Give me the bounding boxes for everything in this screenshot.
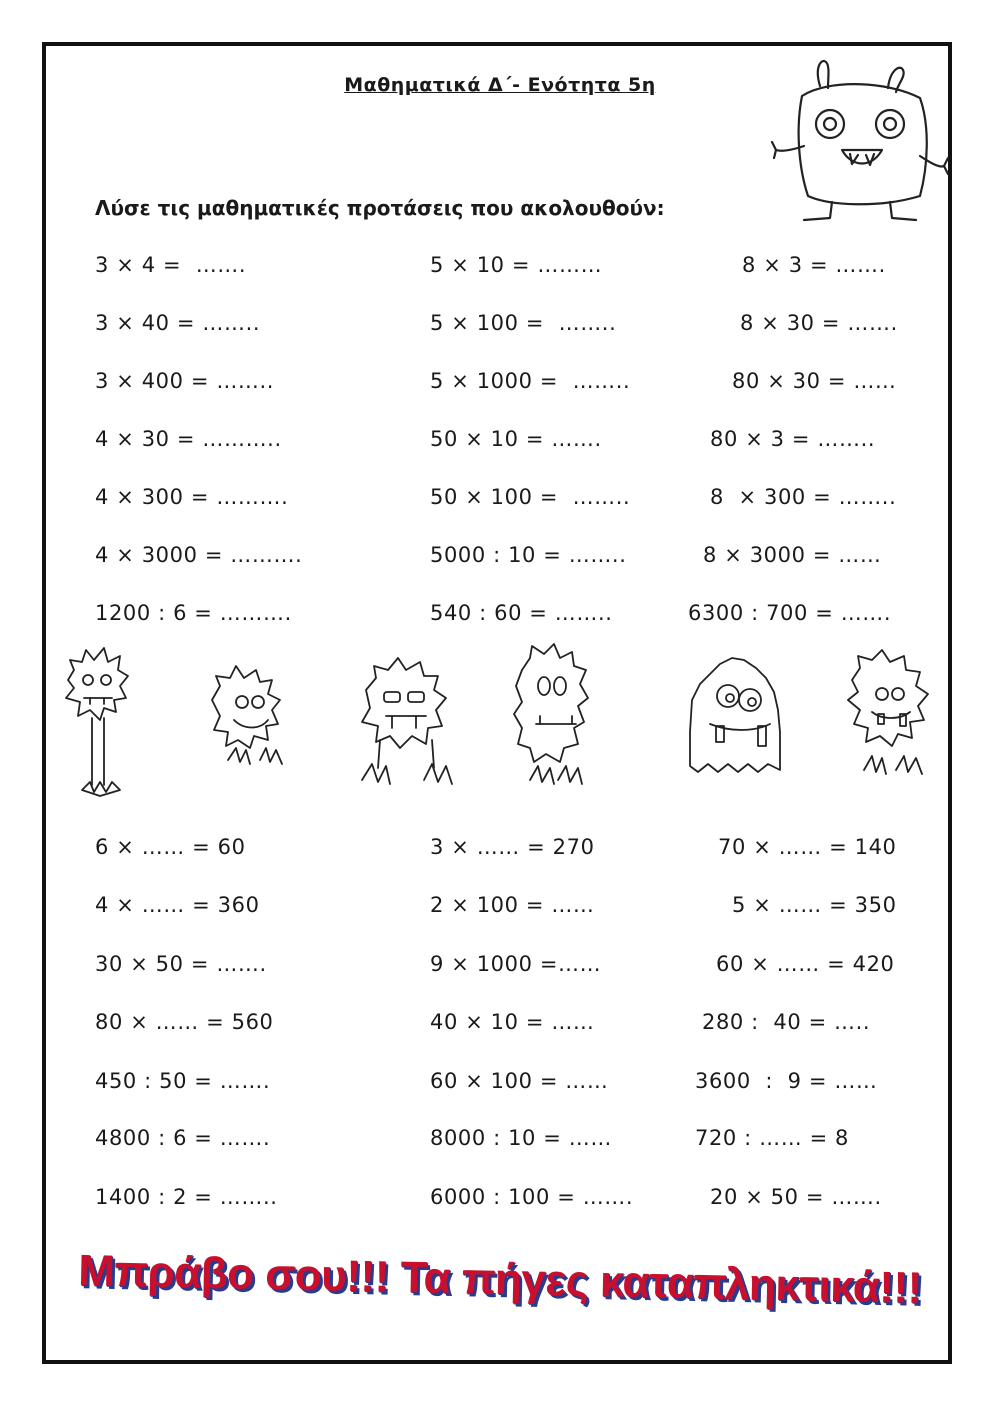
exercise-cell: 8000 : 10 = …… xyxy=(430,1126,612,1150)
exercise-cell: 6 × …… = 60 xyxy=(95,835,246,859)
exercise-cell: 5 × 100 = …….. xyxy=(430,311,617,335)
monster-4-drawing xyxy=(514,644,588,784)
exercise-cell: 2 × 100 = …… xyxy=(430,893,595,917)
mascot-monster-illustration xyxy=(770,56,950,226)
exercise-cell: 4 × …… = 360 xyxy=(95,893,260,917)
exercise-cell: 80 × …… = 560 xyxy=(95,1010,274,1034)
monster-5-drawing xyxy=(690,658,780,772)
exercise-cell: 1400 : 2 = …….. xyxy=(95,1185,278,1209)
exercise-cell: 6300 : 700 = ……. xyxy=(688,601,892,625)
exercise-cell: 3 × 4 = ……. xyxy=(95,253,247,277)
exercise-cell: 8 × 30 = ……. xyxy=(740,311,898,335)
exercise-cell: 9 × 1000 =…… xyxy=(430,952,602,976)
exercise-cell: 8 × 3000 = …… xyxy=(703,543,882,567)
exercise-cell: 720 : …… = 8 xyxy=(695,1126,850,1150)
exercise-cell: 3600 : 9 = …… xyxy=(695,1069,878,1093)
exercise-cell: 30 × 50 = ……. xyxy=(95,952,267,976)
exercise-cell: 4 × 3000 = ………. xyxy=(95,543,303,567)
exercise-cell: 450 : 50 = ……. xyxy=(95,1069,271,1093)
exercise-cell: 40 × 10 = …… xyxy=(430,1010,595,1034)
exercise-cell: 3 × 400 = …….. xyxy=(95,369,275,393)
exercise-cell: 80 × 3 = …….. xyxy=(710,427,876,451)
bravo-message: Μπράβο σου!!! Τα πήγες καταπληκτικά!!! xyxy=(77,1246,923,1313)
exercise-cell: 540 : 60 = …….. xyxy=(430,601,613,625)
exercise-cell: 20 × 50 = ……. xyxy=(710,1185,882,1209)
instruction-text: Λύσε τις μαθηματικές προτάσεις που ακολουθούν: xyxy=(95,196,665,220)
exercise-cell: 5000 : 10 = …….. xyxy=(430,543,627,567)
exercise-cell: 4800 : 6 = ……. xyxy=(95,1126,271,1150)
exercise-cell: 50 × 100 = …….. xyxy=(430,485,631,509)
exercise-cell: 8 × 3 = ……. xyxy=(742,253,886,277)
worksheet-title: Μαθηματικά Δ΄- Ενότητα 5η xyxy=(344,74,656,96)
monster-6-drawing xyxy=(848,650,928,774)
exercise-cell: 4 × 300 = ………. xyxy=(95,485,289,509)
exercise-cell: 60 × …… = 420 xyxy=(716,952,895,976)
monster-illustrations-row xyxy=(60,640,940,810)
exercise-cell: 8 × 300 = …….. xyxy=(710,485,897,509)
exercise-cell: 5 × 10 = ……… xyxy=(430,253,603,277)
exercise-cell: 3 × 40 = …….. xyxy=(95,311,261,335)
exercise-cell: 4 × 30 = ……….. xyxy=(95,427,282,451)
exercise-cell: 50 × 10 = ……. xyxy=(430,427,602,451)
monster-3-drawing xyxy=(362,658,452,784)
exercise-cell: 60 × 100 = …… xyxy=(430,1069,609,1093)
monster-1-drawing xyxy=(66,648,128,796)
monster-2-drawing xyxy=(212,666,282,764)
exercise-cell: 1200 : 6 = ………. xyxy=(95,601,292,625)
exercise-cell: 70 × …… = 140 xyxy=(718,835,897,859)
exercise-cell: 80 × 30 = …… xyxy=(732,369,897,393)
exercise-cell: 5 × 1000 = …….. xyxy=(430,369,631,393)
exercise-cell: 3 × …… = 270 xyxy=(430,835,595,859)
exercise-cell: 280 : 40 = ….. xyxy=(702,1010,871,1034)
exercise-cell: 6000 : 100 = ……. xyxy=(430,1185,634,1209)
exercise-cell: 5 × …… = 350 xyxy=(732,893,897,917)
